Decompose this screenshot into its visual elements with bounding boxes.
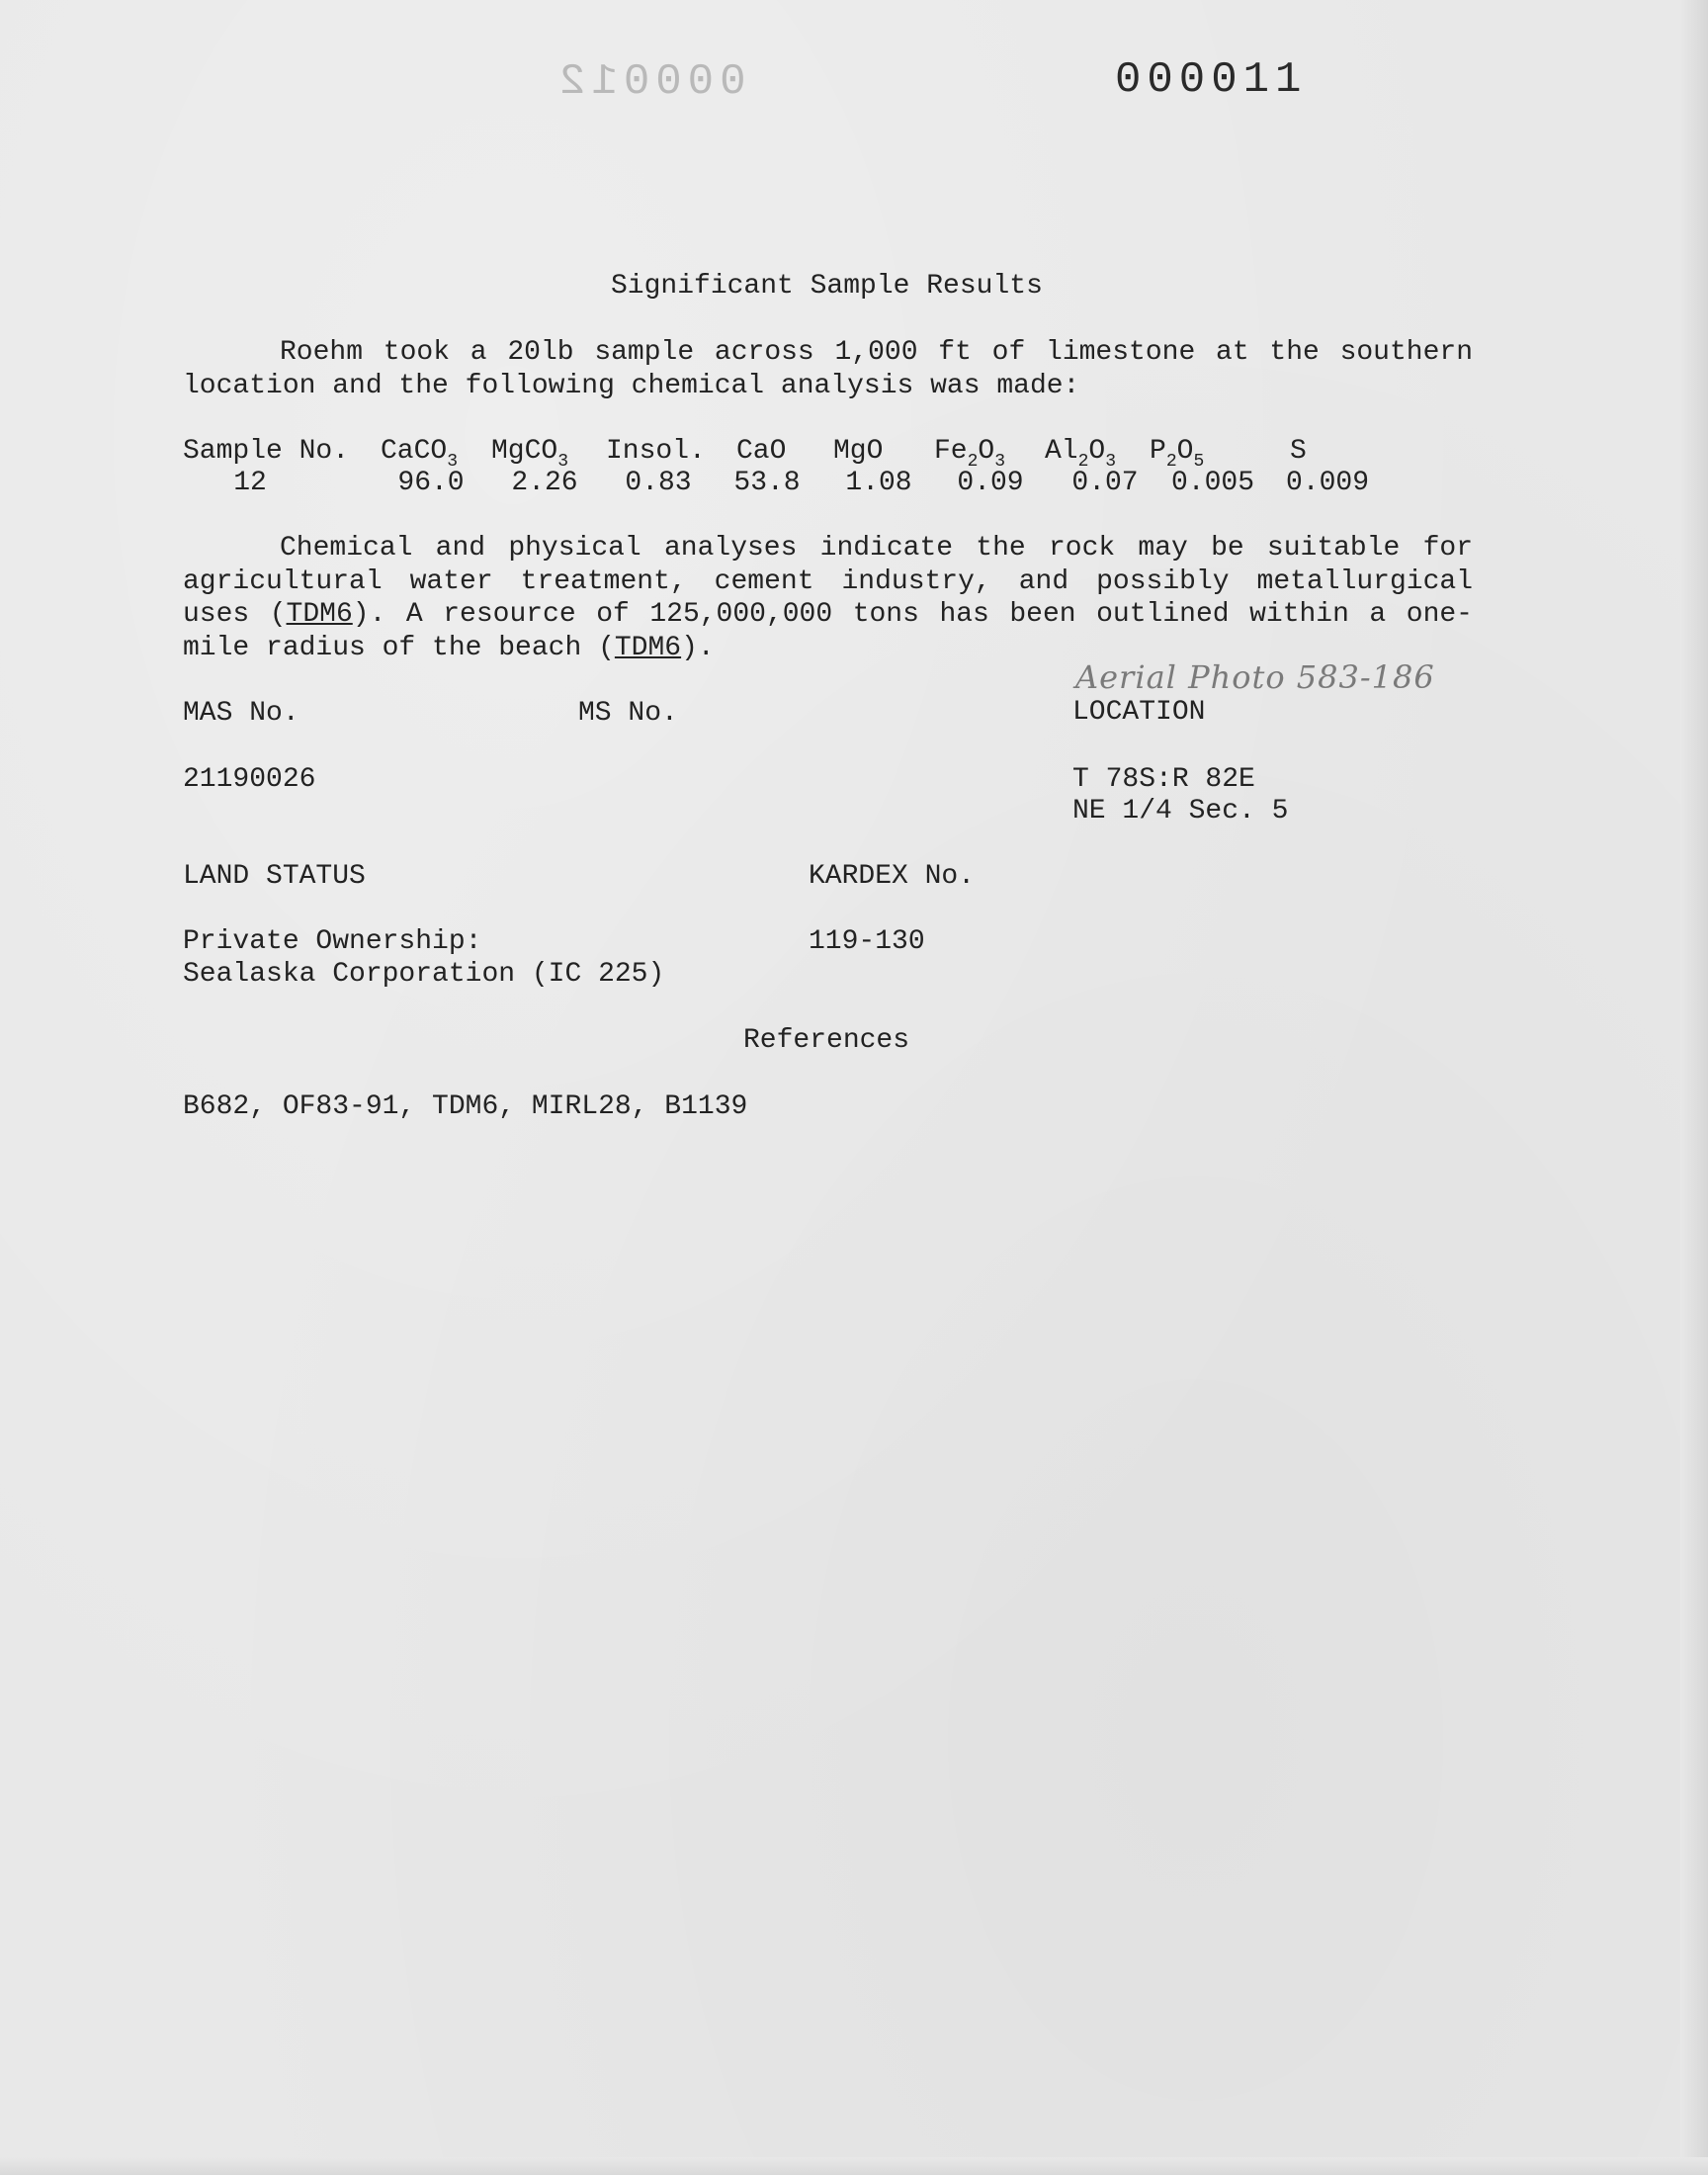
- kardex-value: 119-130: [809, 926, 925, 957]
- scan-edge-bottom: [0, 2157, 1708, 2175]
- body-text-1: Chemical and physical analyses indicate the rock may be suitable for agricultural water treatment, cement industry, and possibly metallurgical uses (: [183, 533, 1473, 630]
- mas-label: MAS No.: [183, 698, 299, 729]
- analysis-header-cell: $Al_2O_3$: [1045, 436, 1117, 472]
- land-status-line-1: Private Ownership:: [183, 926, 482, 957]
- body-text-2: ). A resource of 125,000,000 tons has been outlined within a one-mile radius of the beach (: [183, 599, 1473, 663]
- page-title: Significant Sample Results: [611, 271, 1043, 302]
- references-heading: References: [743, 1025, 910, 1056]
- analysis-value-cell: 0.83: [625, 468, 692, 498]
- analysis-value-cell: 2.26: [511, 468, 578, 498]
- analysis-value-cell: 0.005: [1170, 468, 1254, 498]
- scan-edge-right: [1680, 0, 1708, 2175]
- bleed-through-page-number: 000012: [554, 57, 746, 107]
- analysis-header-cell: MgO: [833, 436, 884, 467]
- analysis-value-cell: 12: [233, 468, 267, 498]
- analysis-header-cell: Insol.: [606, 436, 706, 467]
- analysis-header-cell: CaO: [736, 436, 787, 467]
- reference-link-tdm6-2: TDM6: [614, 632, 682, 663]
- analysis-value-cell: 0.009: [1285, 468, 1369, 498]
- analysis-value-cell: 0.09: [957, 468, 1024, 498]
- analysis-value-cell: 96.0: [397, 468, 465, 498]
- mas-value: 21190026: [183, 764, 316, 795]
- kardex-label: KARDEX No.: [809, 861, 976, 892]
- body-paragraph: [183, 532, 1473, 664]
- analysis-header-cell: S: [1290, 436, 1307, 467]
- page-number-stamp: 000011: [1115, 55, 1308, 105]
- reference-link-tdm6: TDM6: [286, 599, 353, 630]
- analysis-header-cell: $Fe_2O_3$: [934, 436, 1006, 472]
- analysis-value-cell: 0.07: [1071, 468, 1139, 498]
- intro-paragraph: Roehm took a 20lb sample across 1,000 ft of limestone at the southern location and the following chemical analysis was made:: [183, 337, 1473, 401]
- analysis-header-cell: Sample No.: [183, 436, 350, 467]
- analysis-header-cell: CaCO$_3$: [381, 436, 459, 472]
- land-status-label: LAND STATUS: [183, 861, 366, 892]
- body-text-3: ).: [681, 632, 715, 663]
- analysis-header-cell: MgCO$_3$: [491, 436, 569, 472]
- location-line-1: T 78S:R 82E: [1072, 764, 1255, 795]
- analysis-value-cell: 1.08: [845, 468, 912, 498]
- analysis-value-cell: 53.8: [733, 468, 801, 498]
- handwritten-note: Aerial Photo 583-186: [1075, 658, 1435, 696]
- land-status-line-2: Sealaska Corporation (IC 225): [183, 959, 665, 990]
- location-line-2: NE 1/4 Sec. 5: [1072, 796, 1289, 826]
- references-list: B682, OF83-91, TDM6, MIRL28, B1139: [183, 1091, 748, 1122]
- location-label: LOCATION: [1072, 697, 1206, 728]
- ms-label: MS No.: [578, 698, 678, 729]
- analysis-header-cell: $P_2O_5$: [1150, 436, 1205, 472]
